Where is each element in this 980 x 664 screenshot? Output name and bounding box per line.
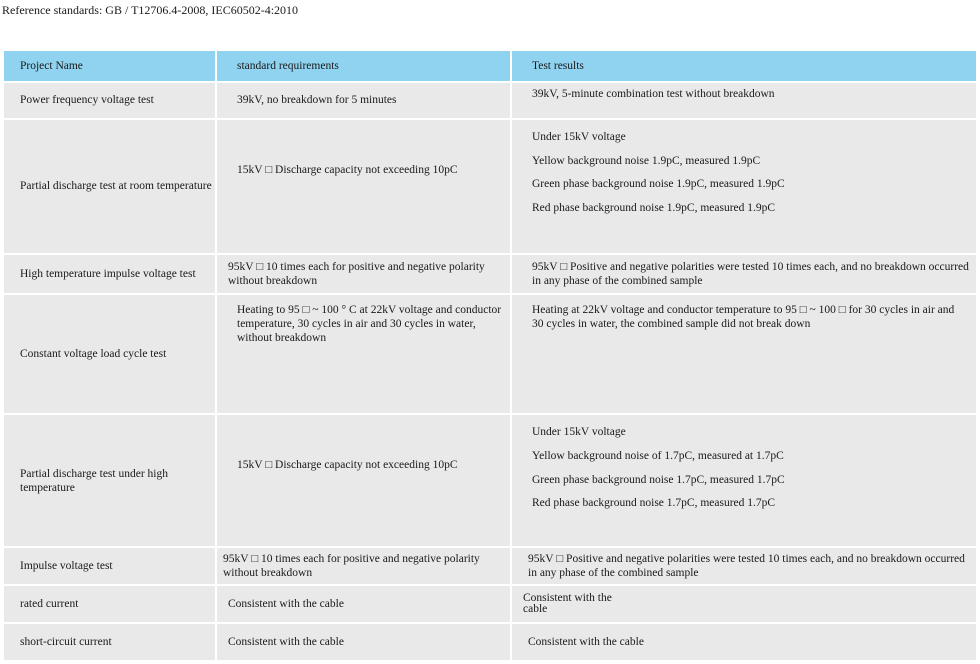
cell-project: rated current (4, 586, 215, 622)
cell-project: short-circuit current (4, 624, 215, 660)
reference-standards: Reference standards: GB / T12706.4-2008, IEC60502-4:2010 (2, 3, 299, 17)
cell-requirement: 95kV □ 10 times each for positive and negative polarity without breakdown (217, 548, 510, 584)
cell-result: 95kV □ Positive and negative polarities were tested 10 times each, and no breakdown occurred in any phase of the combined sample (512, 548, 976, 584)
result-line: Consistent with the (523, 592, 612, 605)
cell-result (512, 120, 976, 253)
cell-result: Consistent with the cable (512, 624, 976, 660)
result-line: Red phase background noise 1.9pC, measured 1.9pC (532, 201, 776, 214)
cell-result (512, 415, 976, 546)
table-row (4, 586, 976, 622)
result-line: Yellow background noise of 1.7pC, measured at 1.7pC (532, 450, 784, 463)
cell-project: Partial discharge test under high temperature (4, 415, 215, 546)
header-standard-requirements: standard requirements (217, 51, 510, 81)
table-row (4, 83, 976, 118)
table-row (4, 120, 976, 253)
result-line: cable (523, 603, 548, 616)
result-line: Red phase background noise 1.7pC, measured 1.7pC (532, 497, 776, 510)
result-line: Green phase background noise 1.7pC, measured 1.7pC (532, 473, 785, 486)
cell-requirement: Heating to 95 □ ~ 100 ° C at 22kV voltage and conductor temperature, 30 cycles in air and 30 cycles in water, without breakdown (217, 295, 510, 413)
cell-result: Heating at 22kV voltage and conductor temperature to 95 □ ~ 100 □ for 30 cycles in air and 30 cycles in water, the combined sample did not break down (512, 295, 976, 413)
result-line: Yellow background noise 1.9pC, measured 1.9pC (532, 154, 761, 167)
cell-project: Partial discharge test at room temperature (4, 120, 215, 253)
table-header-row (4, 51, 976, 81)
cell-project: High temperature impulse voltage test (4, 255, 215, 293)
cell-result (512, 586, 976, 622)
cell-requirement: Consistent with the cable (217, 624, 510, 660)
header-project-name: Project Name (4, 51, 215, 81)
cell-requirement: 39kV, no breakdown for 5 minutes (217, 83, 510, 118)
table-row (4, 624, 976, 660)
result-line: Green phase background noise 1.9pC, measured 1.9pC (532, 178, 785, 191)
header-test-results: Test results (512, 51, 976, 81)
cell-project: Power frequency voltage test (4, 83, 215, 118)
cell-requirement: 15kV □ Discharge capacity not exceeding 10pC (217, 415, 510, 546)
result-line: Under 15kV voltage (532, 130, 626, 143)
cell-requirement: Consistent with the cable (217, 586, 510, 622)
cell-requirement: 95kV □ 10 times each for positive and negative polarity without breakdown (217, 255, 510, 293)
test-results-table (2, 49, 978, 662)
cell-project: Impulse voltage test (4, 548, 215, 584)
table-row (4, 548, 976, 584)
cell-result: 95kV □ Positive and negative polarities were tested 10 times each, and no breakdown occurred in any phase of the combined sample (512, 255, 976, 293)
cell-project: Constant voltage load cycle test (4, 295, 215, 413)
result-line: Under 15kV voltage (532, 426, 626, 439)
cell-result: 39kV, 5-minute combination test without breakdown (512, 83, 976, 118)
table-row (4, 295, 976, 413)
table-row (4, 255, 976, 293)
cell-requirement: 15kV □ Discharge capacity not exceeding 10pC (217, 120, 510, 253)
table-row (4, 415, 976, 546)
